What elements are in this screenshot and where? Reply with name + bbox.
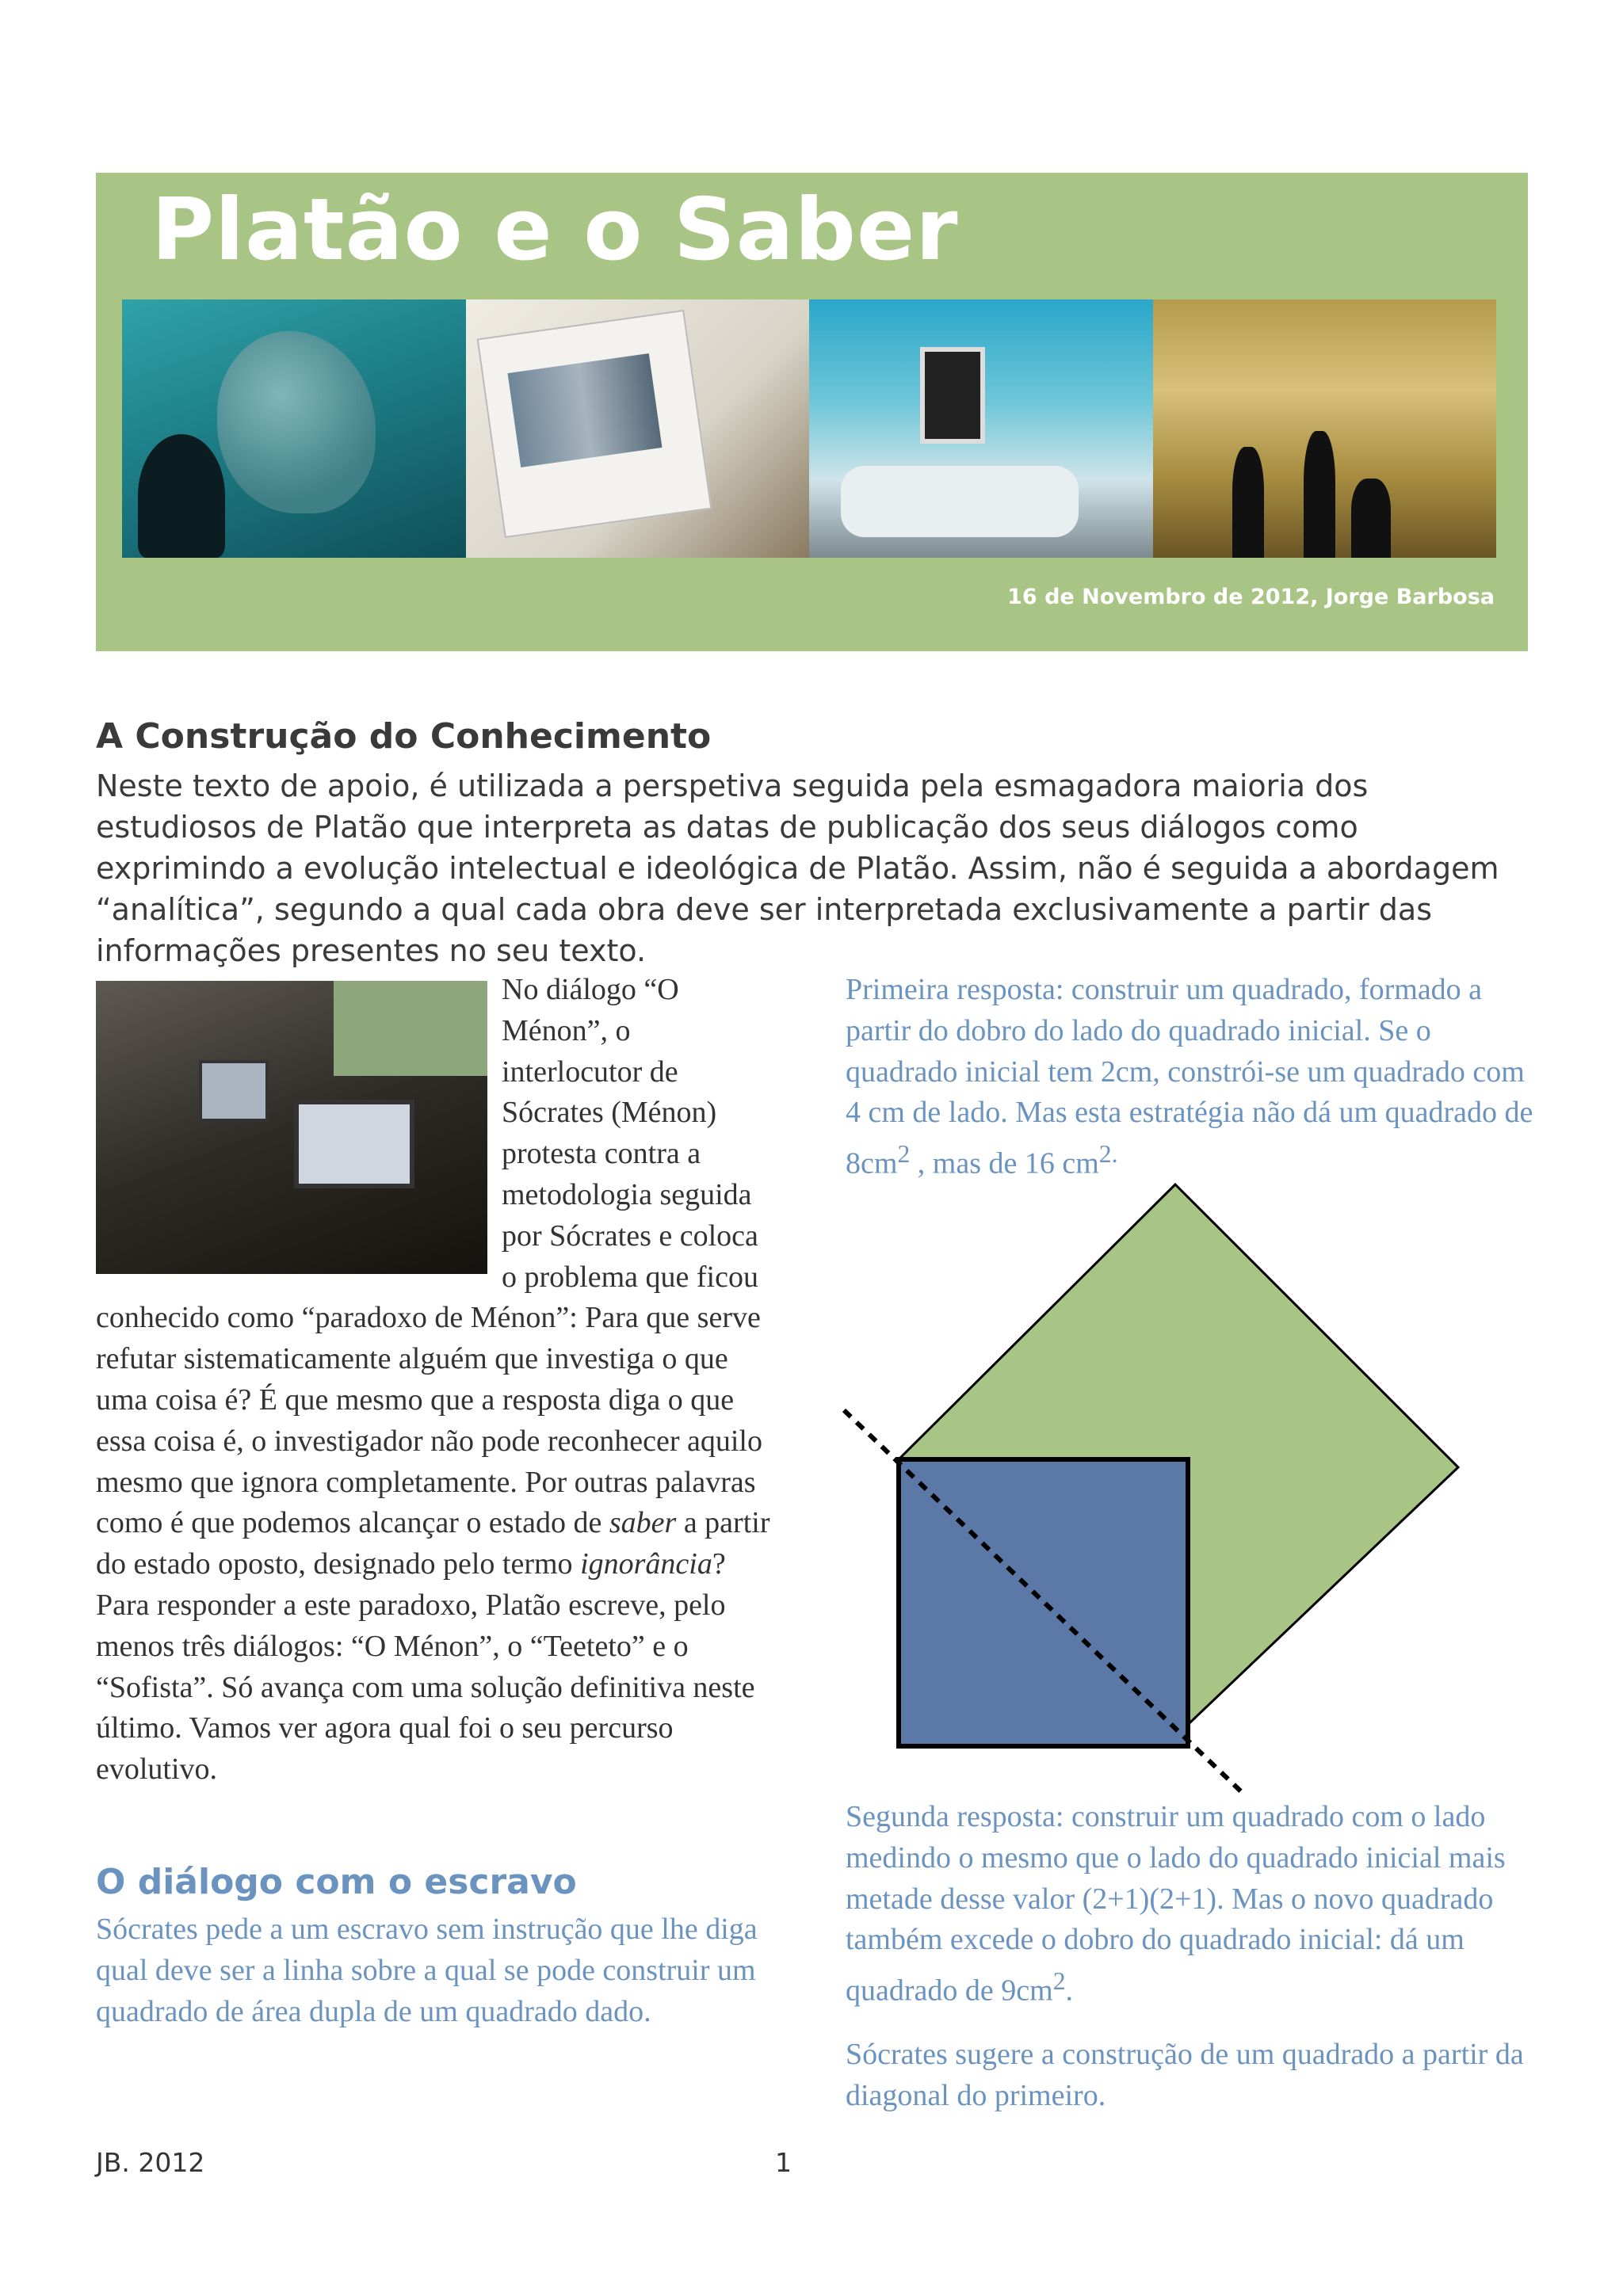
child-silhouette — [138, 434, 225, 558]
paragraph-text: a partir do estado oposto, designado pelo termo — [96, 1506, 770, 1581]
desk-shape — [841, 466, 1079, 537]
page-number: 1 — [775, 2147, 792, 2178]
photo-computer-lab — [809, 299, 1153, 558]
superscript: 2 — [897, 1140, 911, 1169]
paragraph-text: Primeira resposta: construir um quadrado, formado a partir do dobro do lado do quadrado inicial. Se o quadrado inicial tem 2cm, constrói-se um quadrado com 4 cm de lado. Mas esta estratégia não dá um quadrado de 8cm — [846, 973, 1533, 1180]
header-banner — [96, 173, 1528, 651]
second-answer — [846, 1797, 1535, 2012]
menon-paragraph — [96, 970, 777, 1791]
superscript: 2. — [1098, 1140, 1118, 1169]
paragraph-text: Segunda resposta: construir um quadrado com o lado medindo o mesmo que o lado do quadrado inicial mais metade desse valor (2+1)(2+1). Mas o novo quadrado também excede o dobro do quadrado inicial: dá um quadrado de 9cm — [846, 1800, 1506, 2008]
superscript: 2 — [1052, 1967, 1066, 1996]
person-silhouette — [1351, 479, 1391, 558]
person-silhouette — [1304, 431, 1335, 558]
sketch-drawing — [507, 353, 662, 467]
dialog-paragraph: Sócrates pede a um escravo sem instrução que lhe diga qual deve ser a linha sobre a qual se pode construir um quadrado de área dupla de um quadrado dado. — [96, 1913, 758, 2028]
manatee-shape — [217, 331, 376, 513]
paragraph-text: . — [1065, 1974, 1074, 2008]
paragraph-text: No diálogo “O Ménon”, o interlocutor de Sócrates (Ménon) protesta contra a metodologia seguida por Sócrates e coloca o problema que ficou conhecido como “paradoxo de Ménon”: Para que serve refutar sistematicamente alguém que investiga o que uma coisa é? É que mesmo que a resposta diga o que essa coisa é, o investigador não pode reconhecer aquilo mesmo que ignora completamente. Por outras palavras como é que podemos alcançar o estado de — [96, 973, 762, 1540]
third-paragraph: Sócrates sugere a construção de um quadrado a partir da diagonal do primeiro. — [846, 2038, 1524, 2112]
small-square — [899, 1459, 1188, 1746]
photo-sketchbook — [466, 299, 810, 558]
intro-paragraph: Neste texto de apoio, é utilizada a perspetiva seguida pela esmagadora maioria dos estudiosos de Platão que interpreta as datas de publicação dos seus diálogos como exprimindo a evolução intelectual e ideológica de Platão. Assim, não é seguida a abordagem “analítica”, segundo a qual cada obra deve ser interpretada exclusivamente a partir das informações presentes no seu texto. — [96, 769, 1499, 968]
monitor-shape — [920, 347, 985, 444]
photo-aquarium — [122, 299, 466, 558]
image-spacer — [96, 970, 502, 1296]
person-silhouette — [1232, 447, 1264, 558]
photo-river-silhouettes — [1153, 299, 1497, 558]
square-diagram — [824, 1173, 1506, 1806]
paragraph-text: , mas de 16 cm — [910, 1146, 1099, 1180]
paragraph-text: ? Para responder a este paradoxo, Platão escreve, pelo menos três diálogos: “O Ménon”, o “Teeteto” e o “Sofista”. Só avança com uma solução definitiva neste último. Vamos ver agora qual foi o seu percurso evolutivo. — [96, 1547, 755, 1787]
date-author: 16 de Novembro de 2012, Jorge Barbosa — [1007, 585, 1495, 609]
photo-strip — [122, 299, 1496, 558]
emphasis-saber: saber — [609, 1506, 677, 1540]
document-title: Platão e o Saber — [151, 181, 959, 280]
footer-author: JB. 2012 — [96, 2147, 205, 2178]
section-heading: A Construção do Conhecimento — [96, 716, 712, 757]
dialog-heading: O diálogo com o escravo — [96, 1862, 577, 1902]
emphasis-ignorancia: ignorância — [580, 1547, 712, 1581]
first-answer — [846, 970, 1535, 1185]
